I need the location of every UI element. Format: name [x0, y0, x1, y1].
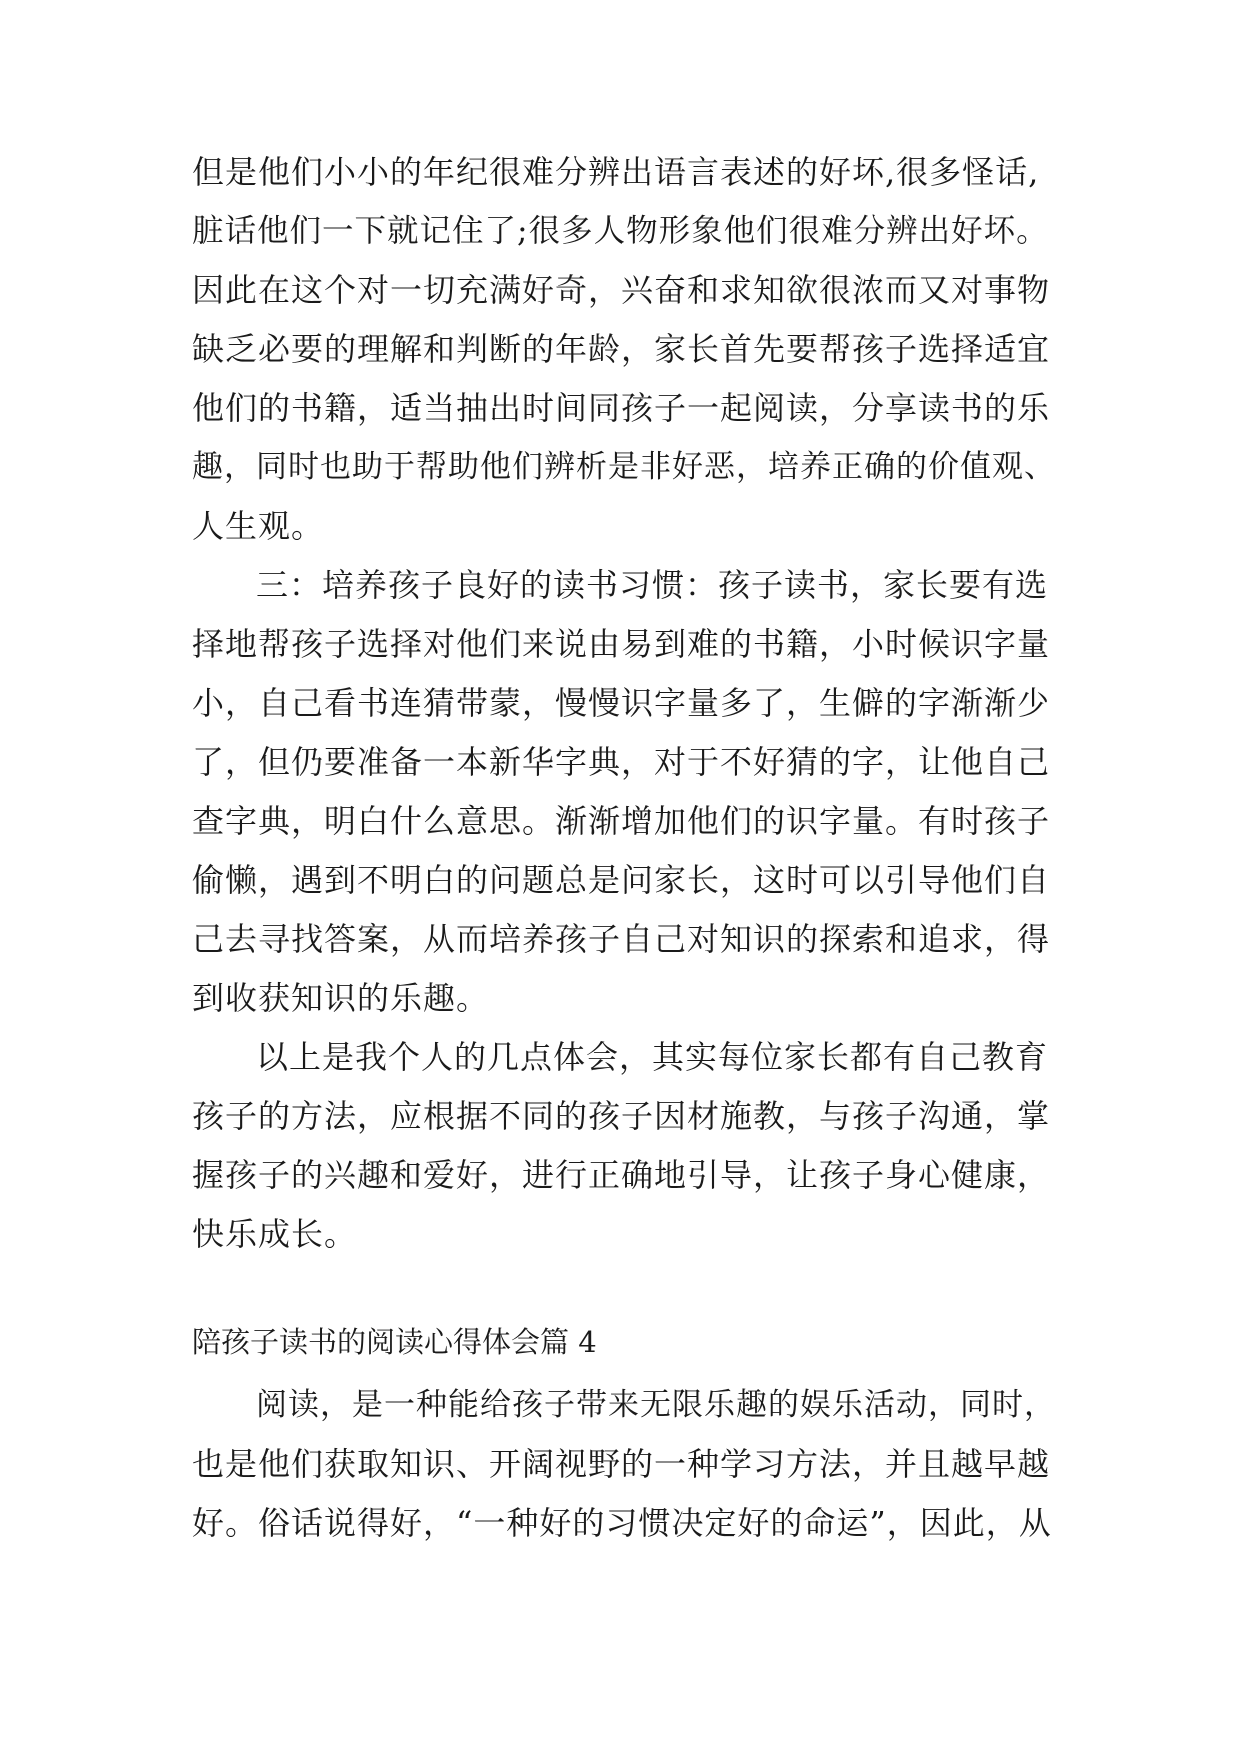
paragraph-line: 到收获知识的乐趣。	[192, 979, 490, 1017]
paragraph-line: 脏话他们一下就记住了;很多人物形象他们很难分辨出好坏。	[192, 213, 1049, 249]
paragraph-line: 趣，同时也助于帮助他们辨析是非好恶，培养正确的价值观、	[192, 449, 1056, 485]
paragraph-line: 三：培养孩子良好的读书习惯：孩子读书，家长要有选	[256, 566, 1049, 604]
section-heading: 陪孩子读书的阅读心得体会篇 4	[192, 1325, 597, 1359]
paragraph-line: 己去寻找答案，从而培养孩子自己对知识的探索和追求，得	[192, 920, 1051, 958]
paragraph-line: 查字典，明白什么意思。渐渐增加他们的识字量。有时孩子	[192, 802, 1051, 840]
paragraph-line: 握孩子的兴趣和爱好，进行正确地引导，让孩子身心健康，	[192, 1156, 1051, 1194]
paragraph-line: 但是他们小小的年纪很难分辨出语言表述的好坏,很多怪话,	[192, 153, 1040, 191]
paragraph-line: 人生观。	[192, 507, 325, 545]
paragraph-line: 偷懒，遇到不明白的问题总是问家长，这时可以引导他们自	[192, 861, 1051, 899]
paragraph-line: 以上是我个人的几点体会，其实每位家长都有自己教育	[256, 1038, 1049, 1076]
paragraph-line: 了，但仍要准备一本新华字典，对于不好猜的字，让他自己	[192, 743, 1051, 781]
paragraph-line: 因此在这个对一切充满好奇，兴奋和求知欲很浓而又对事物	[192, 271, 1051, 309]
paragraph-line: 小，自己看书连猜带蒙，慢慢识字量多了，生僻的字渐渐少	[192, 684, 1051, 722]
paragraph-line: 他们的书籍，适当抽出时间同孩子一起阅读，分享读书的乐	[192, 389, 1051, 427]
paragraph-line: 也是他们获取知识、开阔视野的一种学习方法，并且越早越	[192, 1445, 1051, 1483]
paragraph-line: 快乐成长。	[192, 1215, 358, 1253]
paragraph-line: 择地帮孩子选择对他们来说由易到难的书籍，小时候识字量	[192, 625, 1051, 663]
paragraph-line: 缺乏必要的理解和判断的年龄，家长首先要帮孩子选择适宜	[192, 330, 1051, 368]
paragraph-line: 孩子的方法，应根据不同的孩子因材施教，与孩子沟通，掌	[192, 1097, 1051, 1135]
paragraph-line: 阅读，是一种能给孩子带来无限乐趣的娱乐活动，同时，	[256, 1387, 1056, 1423]
paragraph-line: 好。俗话说得好，“一种好的习惯决定好的命运”，因此，从	[192, 1504, 1052, 1542]
